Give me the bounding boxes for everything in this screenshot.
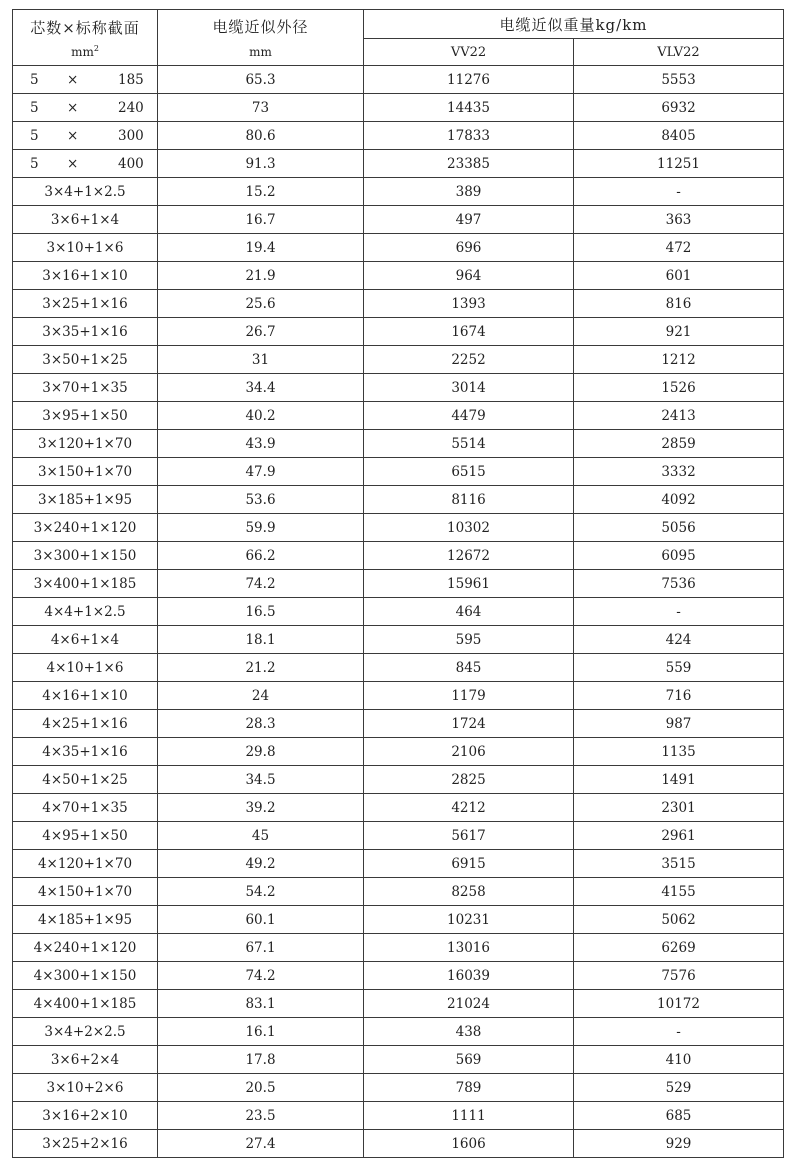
vlv22-weight-cell: 5553 xyxy=(574,66,784,94)
diameter-cell: 16.5 xyxy=(158,598,364,626)
vv22-weight-cell: 845 xyxy=(364,654,574,682)
vv22-weight-cell: 16039 xyxy=(364,962,574,990)
vv22-weight-cell: 11276 xyxy=(364,66,574,94)
vv22-weight-cell: 14435 xyxy=(364,94,574,122)
table-row xyxy=(13,234,784,262)
vv22-weight-cell: 6915 xyxy=(364,850,574,878)
table-row xyxy=(13,962,784,990)
header-diameter xyxy=(158,10,364,66)
vv22-weight-cell: 696 xyxy=(364,234,574,262)
vlv22-weight-cell: 11251 xyxy=(574,150,784,178)
times-sign: × xyxy=(67,127,79,144)
table-row xyxy=(13,738,784,766)
spec-cell: 3×10+2×6 xyxy=(13,1074,158,1102)
vlv22-weight-cell: 2301 xyxy=(574,794,784,822)
vlv22-weight-cell: 816 xyxy=(574,290,784,318)
vlv22-weight-cell: 921 xyxy=(574,318,784,346)
diameter-cell: 67.1 xyxy=(158,934,364,962)
table-row xyxy=(13,766,784,794)
times-sign: × xyxy=(67,71,79,88)
table-row xyxy=(13,94,784,122)
table-row xyxy=(13,934,784,962)
vlv22-weight-cell: 601 xyxy=(574,262,784,290)
vv22-weight-cell: 2252 xyxy=(364,346,574,374)
vlv22-weight-cell: 5062 xyxy=(574,906,784,934)
table-row xyxy=(13,290,784,318)
spec-cell: 4×4+1×2.5 xyxy=(13,598,158,626)
vv22-weight-cell: 13016 xyxy=(364,934,574,962)
spec-cell xyxy=(13,122,158,150)
vlv22-weight-cell: 363 xyxy=(574,206,784,234)
header-cores-section xyxy=(13,10,158,66)
vlv22-weight-cell: 559 xyxy=(574,654,784,682)
header-diameter-title: 电缆近似外径 xyxy=(212,18,309,36)
table-row xyxy=(13,178,784,206)
vlv22-weight-cell: - xyxy=(574,178,784,206)
table-header xyxy=(13,10,784,66)
table-row xyxy=(13,878,784,906)
spec-cell: 4×35+1×16 xyxy=(13,738,158,766)
diameter-cell: 16.7 xyxy=(158,206,364,234)
spec-cell: 3×25+1×16 xyxy=(13,290,158,318)
diameter-cell: 29.8 xyxy=(158,738,364,766)
table-row xyxy=(13,318,784,346)
vv22-weight-cell: 5514 xyxy=(364,430,574,458)
spec-cell: 3×70+1×35 xyxy=(13,374,158,402)
spec-cell: 3×16+1×10 xyxy=(13,262,158,290)
header-weight-title: 电缆近似重量kg/km xyxy=(364,10,784,39)
vv22-weight-cell: 569 xyxy=(364,1046,574,1074)
vv22-weight-cell: 789 xyxy=(364,1074,574,1102)
core-count: 5 xyxy=(30,99,39,116)
spec-cell: 3×95+1×50 xyxy=(13,402,158,430)
vlv22-weight-cell: 424 xyxy=(574,626,784,654)
spec-cell: 3×300+1×150 xyxy=(13,542,158,570)
vv22-weight-cell: 2106 xyxy=(364,738,574,766)
cable-spec-table-container xyxy=(12,9,784,1158)
table-row xyxy=(13,822,784,850)
vlv22-weight-cell: 3515 xyxy=(574,850,784,878)
spec-cell: 4×16+1×10 xyxy=(13,682,158,710)
spec-cell: 4×6+1×4 xyxy=(13,626,158,654)
spec-cell: 4×70+1×35 xyxy=(13,794,158,822)
diameter-cell: 21.2 xyxy=(158,654,364,682)
table-row xyxy=(13,374,784,402)
table-row xyxy=(13,458,784,486)
vlv22-weight-cell: 1526 xyxy=(574,374,784,402)
vv22-weight-cell: 1111 xyxy=(364,1102,574,1130)
vv22-weight-cell: 17833 xyxy=(364,122,574,150)
vv22-weight-cell: 1393 xyxy=(364,290,574,318)
diameter-cell: 17.8 xyxy=(158,1046,364,1074)
diameter-cell: 80.6 xyxy=(158,122,364,150)
section-size: 240 xyxy=(118,99,144,116)
diameter-cell: 34.5 xyxy=(158,766,364,794)
table-row xyxy=(13,598,784,626)
table-row xyxy=(13,1130,784,1158)
diameter-cell: 20.5 xyxy=(158,1074,364,1102)
spec-cell: 3×120+1×70 xyxy=(13,430,158,458)
table-row xyxy=(13,682,784,710)
vv22-weight-cell: 3014 xyxy=(364,374,574,402)
diameter-cell: 59.9 xyxy=(158,514,364,542)
vv22-weight-cell: 23385 xyxy=(364,150,574,178)
spec-cell: 3×240+1×120 xyxy=(13,514,158,542)
vlv22-weight-cell: 4092 xyxy=(574,486,784,514)
table-row xyxy=(13,514,784,542)
vlv22-weight-cell: 5056 xyxy=(574,514,784,542)
vv22-weight-cell: 595 xyxy=(364,626,574,654)
vlv22-weight-cell: 7576 xyxy=(574,962,784,990)
diameter-cell: 45 xyxy=(158,822,364,850)
vv22-weight-cell: 10302 xyxy=(364,514,574,542)
diameter-cell: 27.4 xyxy=(158,1130,364,1158)
diameter-cell: 91.3 xyxy=(158,150,364,178)
spec-cell: 4×240+1×120 xyxy=(13,934,158,962)
vlv22-weight-cell: 685 xyxy=(574,1102,784,1130)
spec-cell: 4×120+1×70 xyxy=(13,850,158,878)
diameter-cell: 39.2 xyxy=(158,794,364,822)
table-row xyxy=(13,1018,784,1046)
table-row xyxy=(13,66,784,94)
vlv22-weight-cell: 2413 xyxy=(574,402,784,430)
table-row xyxy=(13,402,784,430)
core-count: 5 xyxy=(30,71,39,88)
vv22-weight-cell: 1179 xyxy=(364,682,574,710)
diameter-cell: 65.3 xyxy=(158,66,364,94)
times-sign: × xyxy=(67,99,79,116)
table-row xyxy=(13,850,784,878)
table-row xyxy=(13,906,784,934)
vlv22-weight-cell: 529 xyxy=(574,1074,784,1102)
spec-cell xyxy=(13,66,158,94)
header-cores-section-unit xyxy=(13,44,157,59)
table-row xyxy=(13,150,784,178)
vv22-weight-cell: 2825 xyxy=(364,766,574,794)
header-diameter-unit: mm xyxy=(249,45,272,59)
diameter-cell: 28.3 xyxy=(158,710,364,738)
table-row xyxy=(13,1102,784,1130)
table-row xyxy=(13,1074,784,1102)
unit-text: mm xyxy=(71,44,94,59)
vv22-weight-cell: 6515 xyxy=(364,458,574,486)
spec-cell: 4×150+1×70 xyxy=(13,878,158,906)
spec-cell: 4×50+1×25 xyxy=(13,766,158,794)
vv22-weight-cell: 15961 xyxy=(364,570,574,598)
spec-cell: 3×50+1×25 xyxy=(13,346,158,374)
spec-cell: 3×150+1×70 xyxy=(13,458,158,486)
vv22-weight-cell: 964 xyxy=(364,262,574,290)
diameter-cell: 54.2 xyxy=(158,878,364,906)
vlv22-weight-cell: 7536 xyxy=(574,570,784,598)
vv22-weight-cell: 1674 xyxy=(364,318,574,346)
vlv22-weight-cell: 6932 xyxy=(574,94,784,122)
table-row xyxy=(13,626,784,654)
vlv22-weight-cell: 410 xyxy=(574,1046,784,1074)
vv22-weight-cell: 4212 xyxy=(364,794,574,822)
spec-cell xyxy=(13,150,158,178)
spec-cell: 3×6+1×4 xyxy=(13,206,158,234)
vlv22-weight-cell: 929 xyxy=(574,1130,784,1158)
table-row xyxy=(13,1046,784,1074)
spec-cell: 4×25+1×16 xyxy=(13,710,158,738)
diameter-cell: 23.5 xyxy=(158,1102,364,1130)
vlv22-weight-cell: 987 xyxy=(574,710,784,738)
diameter-cell: 53.6 xyxy=(158,486,364,514)
diameter-cell: 21.9 xyxy=(158,262,364,290)
vlv22-weight-cell: 1212 xyxy=(574,346,784,374)
diameter-cell: 47.9 xyxy=(158,458,364,486)
vv22-weight-cell: 497 xyxy=(364,206,574,234)
diameter-cell: 24 xyxy=(158,682,364,710)
table-row xyxy=(13,346,784,374)
vv22-weight-cell: 1606 xyxy=(364,1130,574,1158)
vv22-weight-cell: 438 xyxy=(364,1018,574,1046)
spec-cell: 3×400+1×185 xyxy=(13,570,158,598)
table-row xyxy=(13,122,784,150)
diameter-cell: 60.1 xyxy=(158,906,364,934)
table-row xyxy=(13,542,784,570)
vlv22-weight-cell: 10172 xyxy=(574,990,784,1018)
diameter-cell: 66.2 xyxy=(158,542,364,570)
diameter-cell: 73 xyxy=(158,94,364,122)
vlv22-weight-cell: 4155 xyxy=(574,878,784,906)
diameter-cell: 25.6 xyxy=(158,290,364,318)
spec-cell: 3×185+1×95 xyxy=(13,486,158,514)
table-row xyxy=(13,710,784,738)
vlv22-weight-cell: 1135 xyxy=(574,738,784,766)
spec-cell: 3×6+2×4 xyxy=(13,1046,158,1074)
vv22-weight-cell: 4479 xyxy=(364,402,574,430)
vlv22-weight-cell: 2859 xyxy=(574,430,784,458)
diameter-cell: 83.1 xyxy=(158,990,364,1018)
vlv22-weight-cell: 716 xyxy=(574,682,784,710)
vlv22-weight-cell: - xyxy=(574,598,784,626)
vv22-weight-cell: 12672 xyxy=(364,542,574,570)
vv22-weight-cell: 10231 xyxy=(364,906,574,934)
diameter-cell: 16.1 xyxy=(158,1018,364,1046)
vv22-weight-cell: 5617 xyxy=(364,822,574,850)
times-sign: × xyxy=(67,155,79,172)
diameter-cell: 40.2 xyxy=(158,402,364,430)
vlv22-weight-cell: 6269 xyxy=(574,934,784,962)
spec-cell: 3×4+1×2.5 xyxy=(13,178,158,206)
spec-cell: 3×10+1×6 xyxy=(13,234,158,262)
vv22-weight-cell: 8258 xyxy=(364,878,574,906)
vlv22-weight-cell: 2961 xyxy=(574,822,784,850)
vlv22-weight-cell: 472 xyxy=(574,234,784,262)
vlv22-weight-cell: - xyxy=(574,1018,784,1046)
table-row xyxy=(13,206,784,234)
diameter-cell: 43.9 xyxy=(158,430,364,458)
header-cores-section-title: 芯数×标称截面 xyxy=(30,18,140,37)
diameter-cell: 15.2 xyxy=(158,178,364,206)
table-body xyxy=(13,66,784,1158)
diameter-cell: 74.2 xyxy=(158,570,364,598)
spec-cell xyxy=(13,94,158,122)
diameter-cell: 31 xyxy=(158,346,364,374)
table-row xyxy=(13,990,784,1018)
core-count: 5 xyxy=(30,127,39,144)
table-row xyxy=(13,794,784,822)
section-size: 400 xyxy=(118,155,144,172)
diameter-cell: 26.7 xyxy=(158,318,364,346)
vlv22-weight-cell: 6095 xyxy=(574,542,784,570)
diameter-cell: 49.2 xyxy=(158,850,364,878)
vlv22-weight-cell: 3332 xyxy=(574,458,784,486)
table-row xyxy=(13,654,784,682)
vv22-weight-cell: 8116 xyxy=(364,486,574,514)
spec-cell: 4×300+1×150 xyxy=(13,962,158,990)
section-size: 300 xyxy=(118,127,144,144)
diameter-cell: 74.2 xyxy=(158,962,364,990)
spec-cell: 4×185+1×95 xyxy=(13,906,158,934)
unit-superscript: 2 xyxy=(93,43,99,53)
diameter-cell: 34.4 xyxy=(158,374,364,402)
table-row xyxy=(13,570,784,598)
vv22-weight-cell: 1724 xyxy=(364,710,574,738)
spec-cell: 3×35+1×16 xyxy=(13,318,158,346)
header-vlv22: VLV22 xyxy=(574,39,784,66)
table-row xyxy=(13,486,784,514)
section-size: 185 xyxy=(118,71,144,88)
spec-cell: 4×400+1×185 xyxy=(13,990,158,1018)
vlv22-weight-cell: 1491 xyxy=(574,766,784,794)
header-vv22: VV22 xyxy=(364,39,574,66)
core-count: 5 xyxy=(30,155,39,172)
vv22-weight-cell: 464 xyxy=(364,598,574,626)
diameter-cell: 18.1 xyxy=(158,626,364,654)
table-row xyxy=(13,262,784,290)
spec-cell: 3×16+2×10 xyxy=(13,1102,158,1130)
spec-cell: 4×95+1×50 xyxy=(13,822,158,850)
diameter-cell: 19.4 xyxy=(158,234,364,262)
vv22-weight-cell: 21024 xyxy=(364,990,574,1018)
spec-cell: 3×25+2×16 xyxy=(13,1130,158,1158)
table-row xyxy=(13,430,784,458)
cable-spec-table xyxy=(12,9,784,1158)
vlv22-weight-cell: 8405 xyxy=(574,122,784,150)
spec-cell: 3×4+2×2.5 xyxy=(13,1018,158,1046)
spec-cell: 4×10+1×6 xyxy=(13,654,158,682)
vv22-weight-cell: 389 xyxy=(364,178,574,206)
